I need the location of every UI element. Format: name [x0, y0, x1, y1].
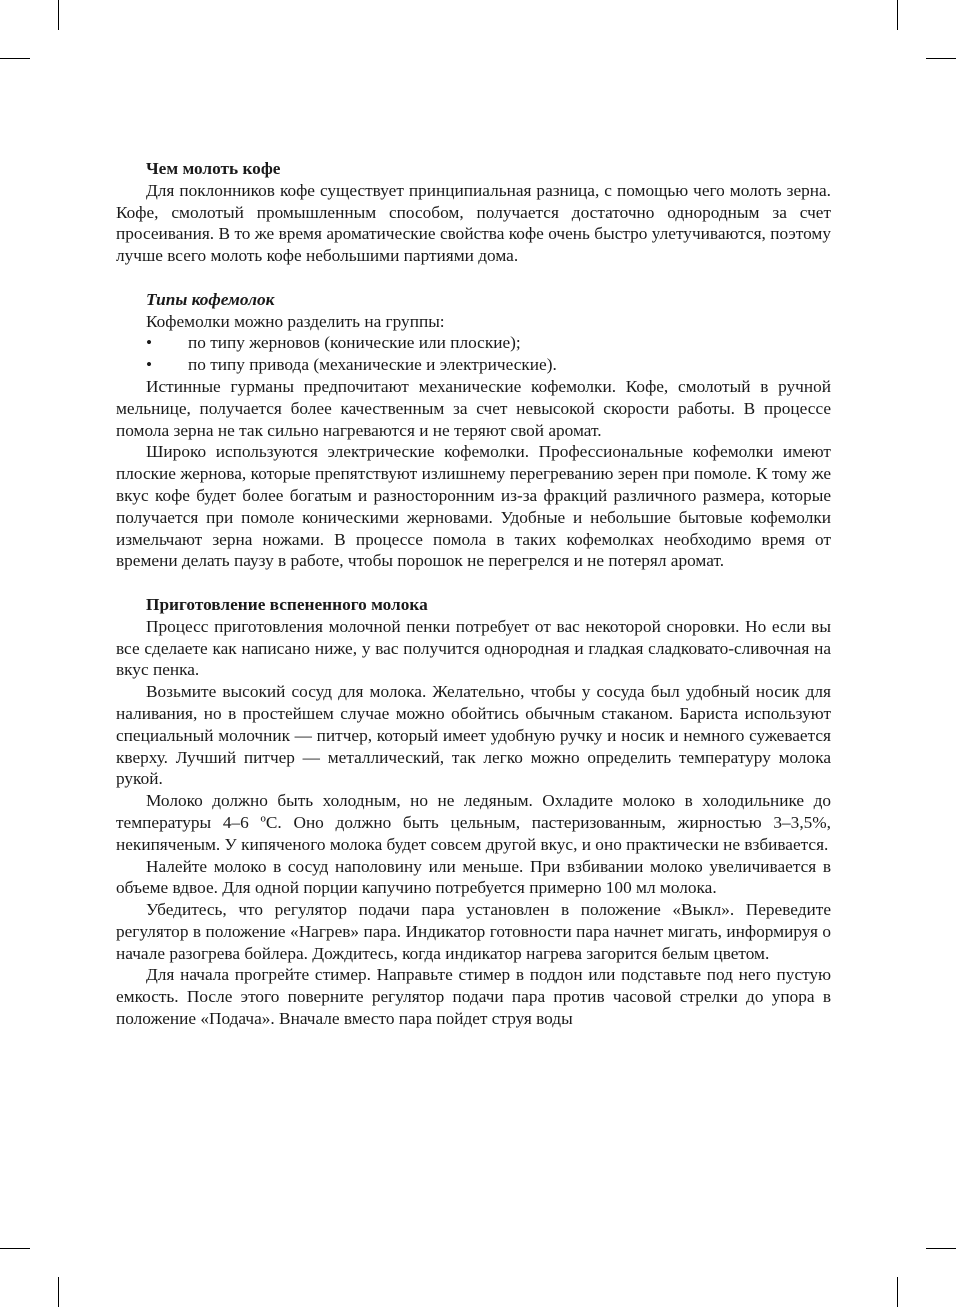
paragraph: Широко используются электрические кофемолки. Профессиональные кофемолки имеют плоские жернова, которые препятствуют излишнему перегреванию зерен при помоле. К тому же вкус кофе будет более богатым и разносторонним из-за фракций различного размера, которые получается при помоле коническими жерновами. Удобные и небольшие бытовые кофемолки измельчают зерна ножами. В процессе помола в таких кофемолках необходимо время от времени делать паузу в работе, чтобы порошок не перегрелся и не потерял аромат. — [116, 442, 831, 571]
list-item — [116, 354, 831, 376]
paragraph: Кофемолки можно разделить на группы: — [146, 311, 445, 331]
section-heading: Чем молоть кофе — [146, 159, 281, 178]
list-item-text: по типу привода (механические и электрические). — [188, 355, 557, 375]
list-item — [116, 332, 831, 354]
crop-mark — [926, 1248, 956, 1249]
bullet-icon: • — [146, 355, 153, 375]
document-page — [116, 158, 831, 1030]
crop-mark — [897, 1277, 898, 1307]
paragraph: Для начала прогрейте стимер. Направьте стимер в поддон или подставьте под него пустую емкость. После этого поверните регулятор подачи пара против часовой стрелки до упора в положение «Подача». Вначале вместо пара пойдет струя воды — [116, 965, 831, 1029]
section-heading: Приготовление вспененного молока — [146, 594, 428, 614]
list-item-text: по типу жерновов (конические или плоские); — [188, 333, 521, 353]
crop-mark — [58, 0, 59, 30]
crop-mark — [0, 1248, 30, 1249]
crop-mark — [926, 58, 956, 59]
paragraph: Для поклонников кофе существует принципиальная разница, с помощью чего молоть зерна. Кофе, смолотый промышленным способом, получается достаточно однородным за счет просеивания. В то же время ароматические свойства кофе очень быстро улетучиваются, поэтому лучше всего молоть кофе небольшими партиями дома. — [116, 180, 831, 266]
crop-mark — [897, 0, 898, 30]
paragraph: Истинные гурманы предпочитают механические кофемолки. Кофе, смолотый в ручной мельнице, получается более качественным за счет невысокой скорости работы. В процессе помола зерна не так сильно нагреваются и не теряют свой аромат. — [116, 376, 831, 440]
paragraph: Молоко должно быть холодным, но не ледяным. Охладите молоко в холодильнике до температуры 4–6 ºС. Оно должно быть цельным, пастеризованным, жирностью 3–3,5%, некипяченым. У кипяченого молока будет совсем другой вкус, и оно практически не взбивается. — [116, 791, 831, 854]
section-heading: Типы кофемолок — [146, 289, 275, 309]
crop-mark — [58, 1277, 59, 1307]
paragraph: Налейте молоко в сосуд наполовину или меньше. При взбивании молоко увеличивается в объеме вдвое. Для одной порции капучино потребуется примерно 100 мл молока. — [116, 856, 831, 898]
paragraph: Возьмите высокий сосуд для молока. Желательно, чтобы у сосуда был удобный носик для наливания, но в простейшем случае можно обойтись обычным стаканом. Бариста используют специальный молочник — питчер, который имеет удобную ручку и носик и немного сужевается кверху. Лучший питчер — металлический, так легко можно определить температуру молока рукой. — [116, 682, 831, 789]
crop-mark — [0, 58, 30, 59]
paragraph: Убедитесь, что регулятор подачи пара установлен в положение «Выкл». Переведите регулятор в положение «Нагрев» пара. Индикатор готовности пара начнет мигать, информируя о начале разогрева бойлера. Дождитесь, когда индикатор нагрева загорится белым цветом. — [116, 900, 831, 963]
bullet-icon: • — [146, 333, 153, 353]
paragraph: Процесс приготовления молочной пенки потребует от вас некоторой сноровки. Но если вы все сделаете как написано ниже, у вас получится однородная и гладкая сладковато-сливочная на вкус пенка. — [116, 616, 831, 680]
